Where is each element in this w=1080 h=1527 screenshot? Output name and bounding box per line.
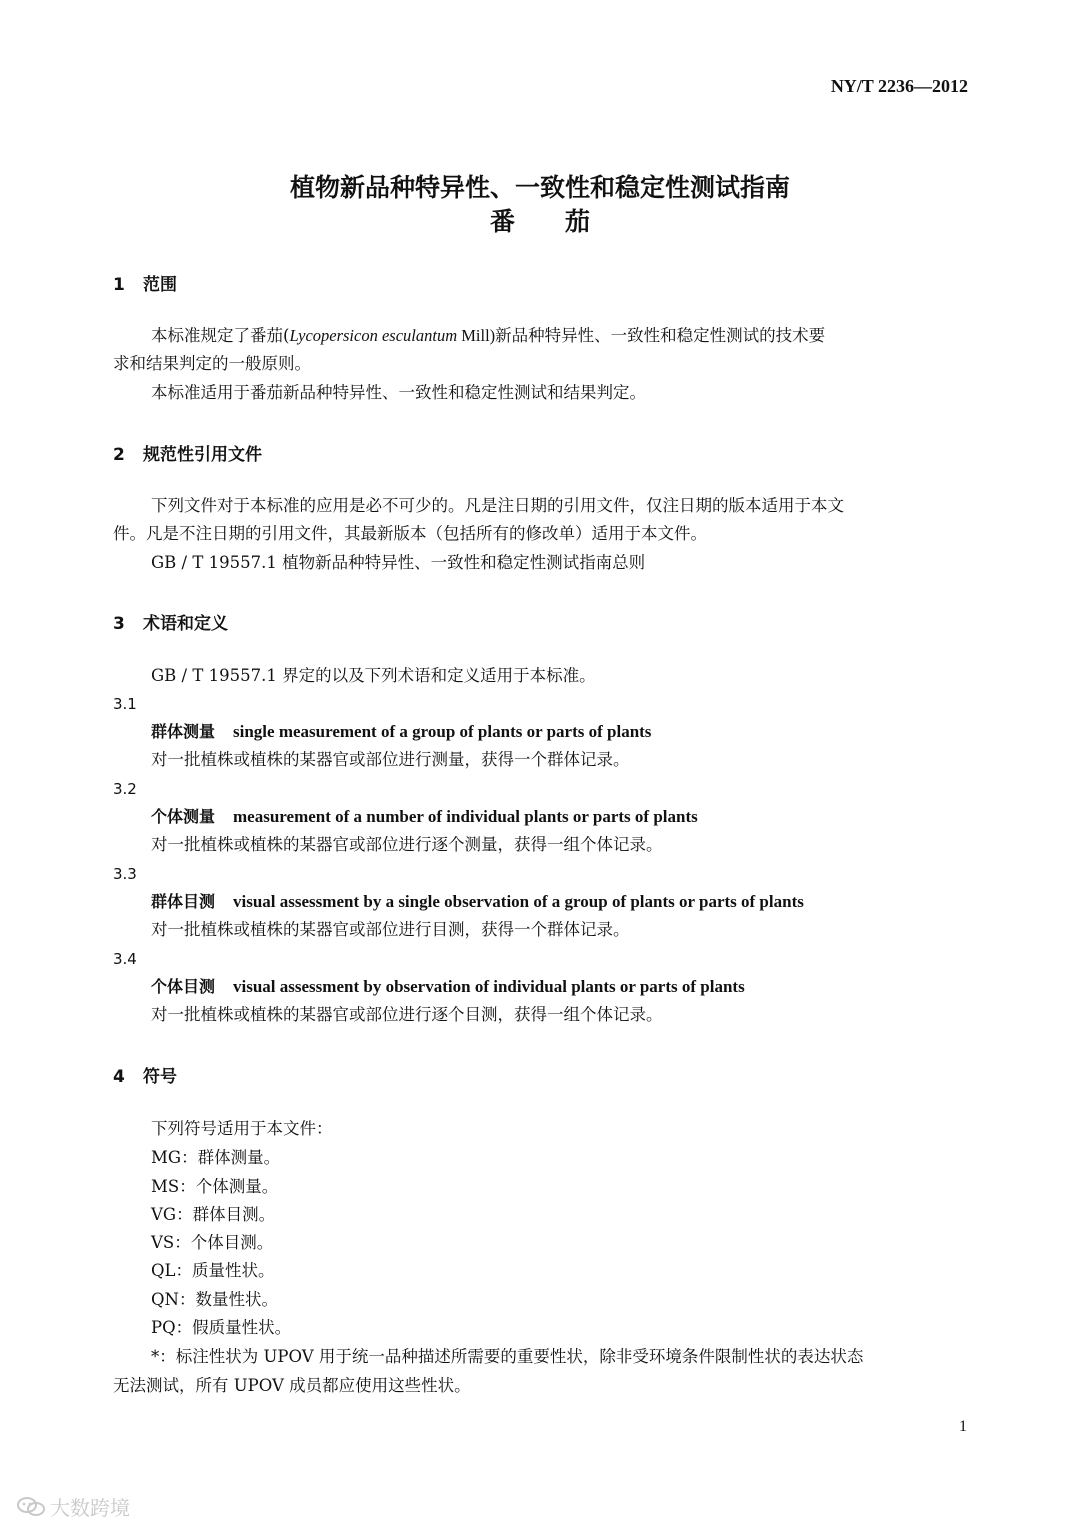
symbol-item: MG：群体测量。 [151, 1148, 281, 1167]
watermark [16, 1492, 130, 1521]
term-number: 3.4 [113, 950, 137, 968]
page-number: 1 [959, 1418, 967, 1435]
normative-paragraph-line1: 下列文件对于本标准的应用是必不可少的。凡是注日期的引用文件，仅注日期的版本适用于本文 [151, 496, 844, 515]
section-2-heading [113, 440, 262, 465]
section-title: 范围 [143, 275, 177, 295]
term-number: 3.2 [113, 780, 137, 798]
symbol-item: QN：数量性状。 [151, 1290, 278, 1309]
terms-intro: GB / T 19557.1 界定的以及下列术语和定义适用于本标准。 [151, 666, 596, 685]
scope-paragraph-line1: 本标准规定了番茄(Lycopersicon esculantum Mill)新品种特异性、一致性和稳定性测试的技术要 [151, 326, 826, 345]
term-number: 3.1 [113, 695, 137, 713]
normative-paragraph-line2: 件。凡是不注日期的引用文件，其最新版本（包括所有的修改单）适用于本文件。 [113, 524, 707, 543]
symbols-intro: 下列符号适用于本文件： [151, 1119, 333, 1138]
term-definition: 对一批植株或植株的某器官或部位进行逐个目测，获得一组个体记录。 [151, 1005, 663, 1024]
section-3-heading [113, 609, 228, 634]
section-number: 3 [113, 614, 125, 634]
symbol-item: VG：群体目测。 [151, 1205, 276, 1224]
section-number: 1 [113, 275, 125, 295]
section-title: 规范性引用文件 [143, 445, 262, 465]
upov-note-line1: *：标注性状为 UPOV 用于统一品种描述所需要的重要性状，除非受环境条件限制性状的表达状态 [151, 1347, 864, 1366]
term-definition: 对一批植株或植株的某器官或部位进行逐个测量，获得一组个体记录。 [151, 835, 663, 854]
section-number: 2 [113, 445, 125, 465]
normative-reference: GB / T 19557.1 植物新品种特异性、一致性和稳定性测试指南总则 [151, 553, 646, 572]
term-title: 群体测量 single measurement of a group of plants or parts of plants [151, 722, 652, 741]
standard-number: NY/T 2236—2012 [830, 76, 968, 96]
section-number: 4 [113, 1067, 125, 1087]
section-title: 术语和定义 [143, 614, 228, 634]
term-definition: 对一批植株或植株的某器官或部位进行目测，获得一个群体记录。 [151, 920, 630, 939]
latin-name: Lycopersicon esculantum [289, 326, 458, 345]
upov-note-line2: 无法测试，所有 UPOV 成员都应使用这些性状。 [113, 1376, 471, 1395]
symbol-item: MS：个体测量。 [151, 1177, 279, 1196]
section-title: 符号 [143, 1067, 177, 1087]
scope-paragraph-line2: 求和结果判定的一般原则。 [113, 354, 311, 373]
section-1-heading [113, 270, 177, 295]
symbol-item: PQ：假质量性状。 [151, 1318, 292, 1337]
wechat-logo-icon [16, 1496, 46, 1518]
term-title: 群体目测 visual assessment by a single observation of a group of plants or parts of plants [151, 892, 804, 911]
term-definition: 对一批植株或植株的某器官或部位进行测量，获得一个群体记录。 [151, 750, 630, 769]
symbol-item: VS：个体目测。 [151, 1233, 274, 1252]
term-number: 3.3 [113, 865, 137, 883]
watermark-text: 大数跨境 [50, 1496, 130, 1520]
section-4-heading [113, 1062, 177, 1087]
term-title: 个体测量 measurement of a number of individual plants or parts of plants [151, 807, 698, 826]
scope-applicability: 本标准适用于番茄新品种特异性、一致性和稳定性测试和结果判定。 [151, 383, 646, 402]
symbol-item: QL：质量性状。 [151, 1261, 275, 1280]
document-title: 植物新品种特异性、一致性和稳定性测试指南 [289, 173, 790, 202]
document-subtitle: 番 茄 [489, 207, 590, 236]
term-title: 个体目测 visual assessment by observation of individual plants or parts of plants [151, 977, 745, 996]
